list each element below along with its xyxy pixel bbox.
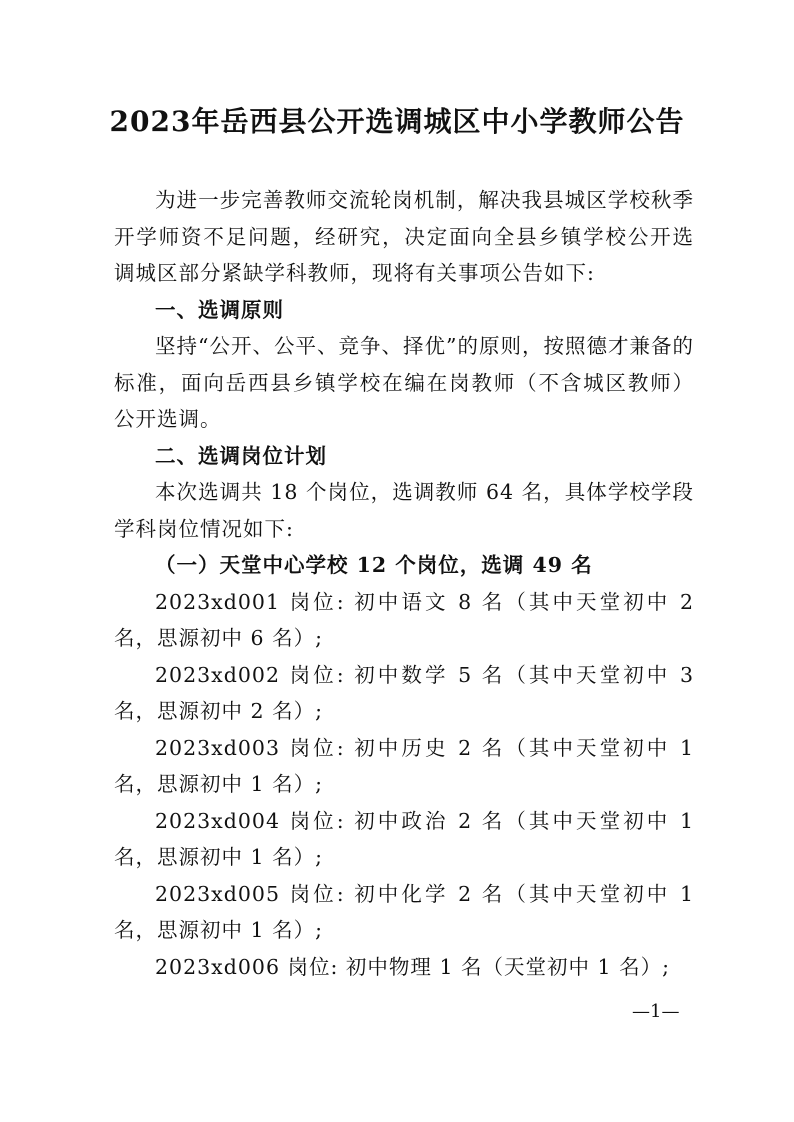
intro-paragraph: 为进一步完善教师交流轮岗机制，解决我县城区学校秋季开学师资不足问题，经研究，决定面向全县乡镇学校公开选调城区部分紧缺学科教师，现将有关事项公告如下:	[114, 188, 694, 285]
document-body	[114, 182, 694, 985]
position-item: 2023xd001 岗位: 初中语文 8 名（其中天堂初中 2 名，思源初中 6 名）;	[114, 589, 694, 650]
principles-paragraph: 坚持“公开、公平、竞争、择优”的原则，按照德才兼备的标准，面向岳西县乡镇学校在编在岗教师（不含城区教师）公开选调。	[114, 334, 694, 431]
section-heading-positions: 二、选调岗位计划	[155, 443, 327, 468]
position-item: 2023xd005 岗位: 初中化学 2 名（其中天堂初中 1 名，思源初中 1 名）;	[114, 881, 694, 942]
subsection-heading-tiantang: （一）天堂中心学校 12 个岗位，选调 49 名	[155, 553, 593, 577]
document-title: 2023年岳西县公开选调城区中小学教师公告	[109, 105, 685, 138]
position-item: 2023xd002 岗位: 初中数学 5 名（其中天堂初中 3 名，思源初中 2 名）;	[114, 662, 694, 723]
positions-summary-paragraph: 本次选调共 18 个岗位，选调教师 64 名，具体学校学段学科岗位情况如下:	[114, 480, 694, 541]
position-item: 2023xd004 岗位: 初中政治 2 名（其中天堂初中 1 名，思源初中 1 名）;	[114, 808, 694, 869]
position-item: 2023xd006 岗位: 初中物理 1 名（天堂初中 1 名）;	[155, 954, 670, 979]
section-heading-principles: 一、选调原则	[155, 297, 284, 322]
page-number: —1—	[632, 1001, 680, 1022]
position-item: 2023xd003 岗位: 初中历史 2 名（其中天堂初中 1 名，思源初中 1 名）;	[114, 735, 694, 796]
